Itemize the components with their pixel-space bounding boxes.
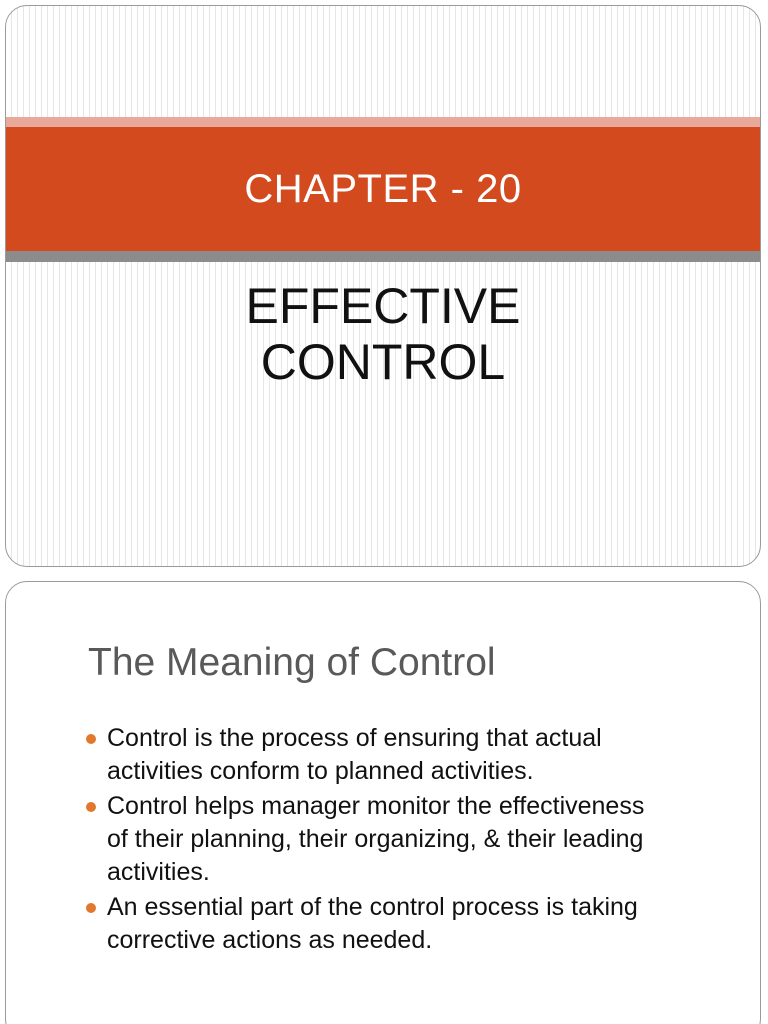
bullet-dot-icon	[86, 734, 96, 744]
bullet-item	[86, 722, 726, 788]
content-slide-title: The Meaning of Control	[88, 641, 496, 684]
title-band-top-stripe	[6, 117, 760, 127]
bullet-line: activities conform to planned activities.	[107, 757, 534, 785]
title-band-bottom-stripe	[6, 251, 760, 262]
slide-title	[6, 278, 760, 390]
slide-title-line-1: EFFECTIVE	[245, 278, 521, 334]
content-slide	[5, 581, 761, 1024]
bullet-dot-icon	[86, 802, 96, 812]
bullet-line: An essential part of the control process is taking	[107, 893, 638, 921]
chapter-heading: CHAPTER - 20	[244, 167, 522, 211]
slide-title-line-2: CONTROL	[260, 334, 506, 390]
bullet-list	[86, 722, 726, 959]
title-slide	[5, 5, 761, 567]
bullet-line: of their planning, their organizing, & their leading	[107, 825, 644, 853]
bullet-line: Control is the process of ensuring that actual	[107, 724, 602, 752]
bullet-dot-icon	[86, 903, 96, 913]
bullet-line: Control helps manager monitor the effectiveness	[107, 792, 645, 820]
bullet-line: activities.	[107, 858, 210, 886]
bullet-line: corrective actions as needed.	[107, 926, 433, 954]
bullet-item	[86, 790, 726, 889]
bullet-item	[86, 891, 726, 957]
